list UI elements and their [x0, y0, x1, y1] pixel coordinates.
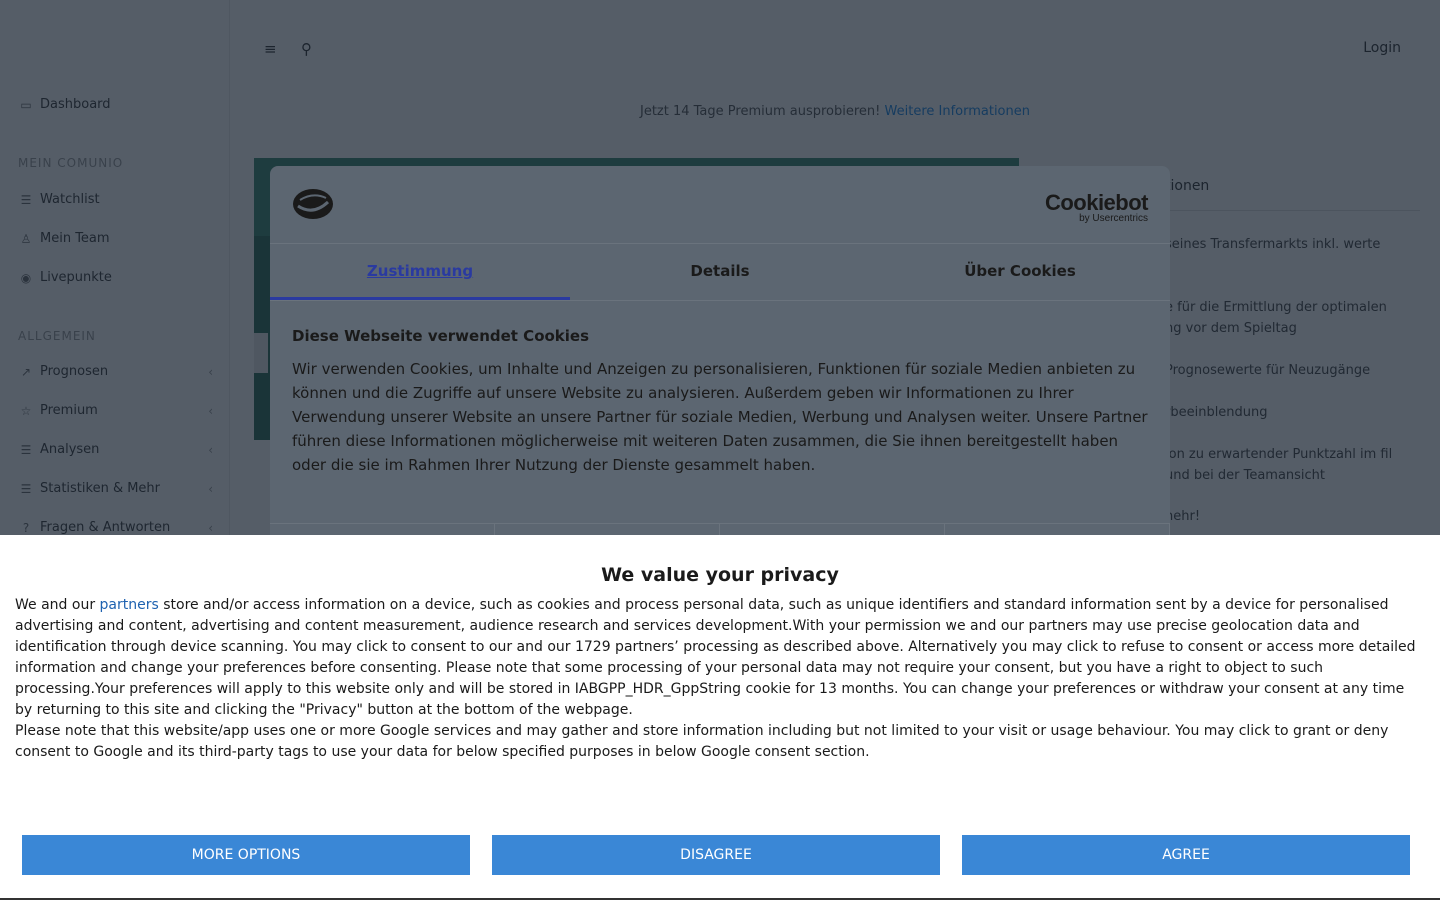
- consent-p1-rest: store and/or access information on a device, such as cookies and process personal data, such as unique identifiers and standard information sent by a device for personalised advertising and content, advertising and content measurement, audience research and services development.With your permission we and our partners may use precise geolocation data and identification through device scanning. You may click to consent to our and our 1729 partners’ processing as described above. Alternatively you may click to refuse to consent or access more detailed information and change your preferences before consenting. Please note that some processing of your personal data may not require your consent, but you have a right to object to such processing.Your preferences will apply to this website only and will be stored in IABGPP_HDR_GppString cookie for 13 months. You can change your preferences or withdraw your consent at any time by returning to this site and clicking the "Privacy" button at the bottom of the webpage.: [15, 597, 1416, 718]
- cookiebot-brand-name: Cookiebot: [1044, 190, 1148, 215]
- tab-details[interactable]: Details: [690, 262, 750, 280]
- privacy-consent-banner: [0, 535, 1440, 900]
- tab-ueber-cookies[interactable]: Über Cookies: [964, 262, 1076, 280]
- consent-buttons: [22, 835, 1410, 875]
- consent-p1-prefix: We and our: [15, 597, 100, 613]
- cookiebot-text: Wir verwenden Cookies, um Inhalte und Anzeigen zu personalisieren, Funktionen für soziale Medien anbieten zu können und die Zugriffe auf unsere Website zu analysieren. Außerdem geben wir Informationen zu Ihrer Verwendung unserer Website an unsere Partner für soziale Medien, Werbung und Analysen weiter. Unsere Partner führen diese Informationen möglicherweise mit weiteren Daten zusammen, die Sie ihnen bereitgestellt haben oder die sie im Rahmen Ihrer Nutzung der Dienste gesammelt haben.: [292, 360, 1148, 474]
- cookiebot-brand-sub: by Usercentrics: [1079, 213, 1148, 224]
- cookie-logo-icon: [292, 188, 334, 220]
- tab-zustimmung[interactable]: Zustimmung: [270, 244, 570, 300]
- consent-paragraph-2: Please note that this website/app uses one or more Google services and may gather and store information including but not limited to your visit or usage behaviour. You may click to grant or deny consent to Google and its third-party tags to use your data for below specified purposes in below Google consent section.: [15, 723, 1389, 760]
- more-options-button[interactable]: MORE OPTIONS: [22, 835, 470, 875]
- agree-button[interactable]: AGREE: [962, 835, 1410, 875]
- cookiebot-tabs: [270, 244, 1170, 301]
- partners-link[interactable]: partners: [99, 597, 159, 613]
- cookiebot-header: [270, 166, 1170, 244]
- cookiebot-title: Diese Webseite verwendet Cookies: [292, 327, 590, 345]
- consent-paragraph-1: [15, 595, 1425, 721]
- consent-title: We value your privacy: [601, 564, 839, 586]
- disagree-button[interactable]: DISAGREE: [492, 835, 940, 875]
- cookiebot-body: [270, 301, 1170, 477]
- cookiebot-brand: [1045, 190, 1148, 224]
